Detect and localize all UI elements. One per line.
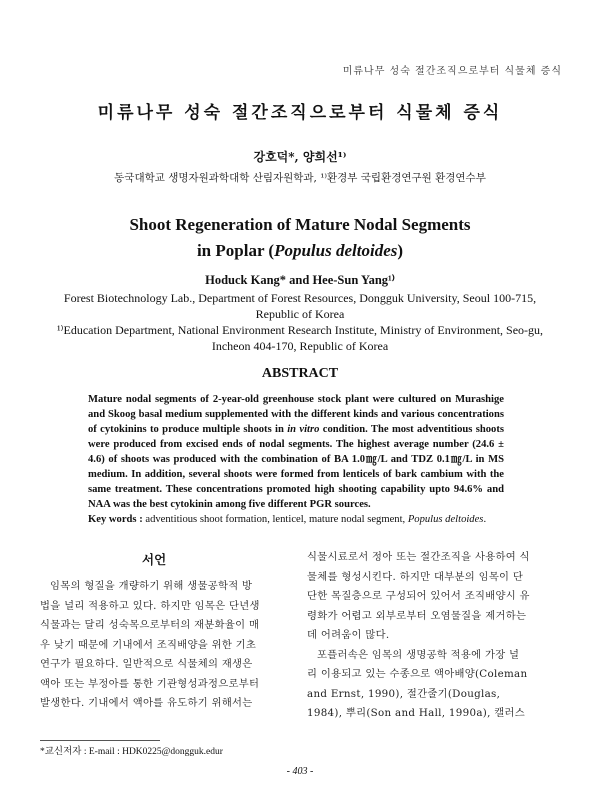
left-line: 우 낮기 때문에 기내에서 조직배양을 위한 기초 <box>40 638 257 651</box>
keywords <box>88 514 518 525</box>
english-title-line2 <box>0 241 600 261</box>
right-column <box>307 548 569 724</box>
abstract-italic: in vitro <box>287 424 320 435</box>
keywords-end: . <box>483 514 487 525</box>
korean-authors: 강호덕*, 양희선¹⁾ <box>253 150 347 164</box>
title-prefix: in Poplar ( <box>196 241 275 260</box>
left-line: 임목의 형질을 개량하기 위해 생물공학적 방 <box>50 580 253 592</box>
english-authors: Hoduck Kang* and Hee-Sun Yang¹⁾ <box>205 273 395 287</box>
right-line: 식물시료로서 정아 또는 절간조직을 사용하여 식 <box>307 551 530 563</box>
right-line: 령화가 어렵고 외부로부터 오염물질을 제거하는 <box>307 609 527 622</box>
english-affiliation-2: Republic of Korea <box>255 307 345 321</box>
left-line: 액아 또는 부정아를 통한 기관형성과정으로부터 <box>40 677 260 690</box>
keywords-species: Populus deltoides <box>407 514 484 525</box>
section-heading-introduction: 서언 <box>142 552 167 567</box>
running-header: 미류나무 성숙 절간조직으로부터 식물체 증식 <box>342 66 562 77</box>
left-line: 식물과는 달리 성숙목으로부터의 재분화율이 매 <box>40 619 260 631</box>
english-affiliation-1: Forest Biotechnology Lab., Department of Forest Resources, Dongguk University, Seoul 100-715, <box>63 291 537 305</box>
right-line: 물체를 형성시킨다. 하지만 대부분의 임목이 단 <box>307 570 524 583</box>
abstract-heading: ABSTRACT <box>261 366 339 381</box>
left-column <box>40 577 295 714</box>
abstract-part1: Mature nodal segments of 2-year-old greenhouse stock plant were cultured on Murashige and Skoog basal medium supplemented with the different kinds and various concentrations of cytokinins to produce multiple shoots in <box>88 394 504 435</box>
left-line: 연구가 필요하다. 일반적으로 식물체의 재생은 <box>40 658 253 670</box>
corresponding-author-footnote: *교신저자 : E-mail : HDK0225@dongguk.edur <box>40 747 223 757</box>
english-title-line1: Shoot Regeneration of Mature Nodal Segments <box>129 215 471 234</box>
english-affiliation-4: Incheon 404-170, Republic of Korea <box>211 339 389 353</box>
korean-affiliation: 동국대학교 생명자원과학대학 산림자원학과, ¹⁾환경부 국립환경연구원 환경연수부 <box>114 172 486 184</box>
abstract-body <box>88 392 504 512</box>
title-species: Populus deltoides <box>274 241 398 260</box>
korean-title: 미류나무 성숙 절간조직으로부터 식물체 증식 <box>97 103 503 123</box>
title-suffix: ) <box>397 241 404 260</box>
right-line: and Ernst, 1990), 절간줄기(Douglas, <box>307 687 501 700</box>
right-line: 1984), 뿌리(Son and Hall, 1990a), 캘러스 <box>307 707 525 719</box>
left-line: 발생한다. 기내에서 액아를 유도하기 위해서는 <box>40 697 253 709</box>
keywords-text: adventitious shoot formation, lenticel, mature nodal segment, <box>142 514 408 525</box>
right-line: 단한 목질층으로 구성되어 있어서 조직배양시 유 <box>307 590 530 602</box>
footnote-rule <box>40 740 160 741</box>
right-line: 포플러속은 임목의 생명공학 적용에 가장 널 <box>317 648 520 661</box>
left-line: 법을 널리 적용하고 있다. 하지만 임목은 단년생 <box>40 599 260 612</box>
keywords-label: Key words : <box>88 514 143 525</box>
english-affiliation-3: ¹⁾Education Department, National Environment Research Institute, Ministry of Environment, Seo-gu, <box>56 323 544 337</box>
right-line: 리 이용되고 있는 수종으로 액아배양(Coleman <box>307 668 528 680</box>
right-line: 데 어려움이 많다. <box>307 629 390 641</box>
abstract-part2: condition. The most adventitious shoots were produced from excised ends of nodal segments. The highest average number (24.6 ± 4.6) of shoots was produced with the combination of BA 1.0㎎/L and TDZ 0.1㎎/L in MS medium. In addition, several shoots were formed from lenticels of bark cambium with the same treatment. These concentrations promoted high shooting capability upto 94.6% and NAA was the best cytokinin among five different PGR sources. <box>88 424 504 510</box>
page-number: - 403 - <box>286 766 314 777</box>
